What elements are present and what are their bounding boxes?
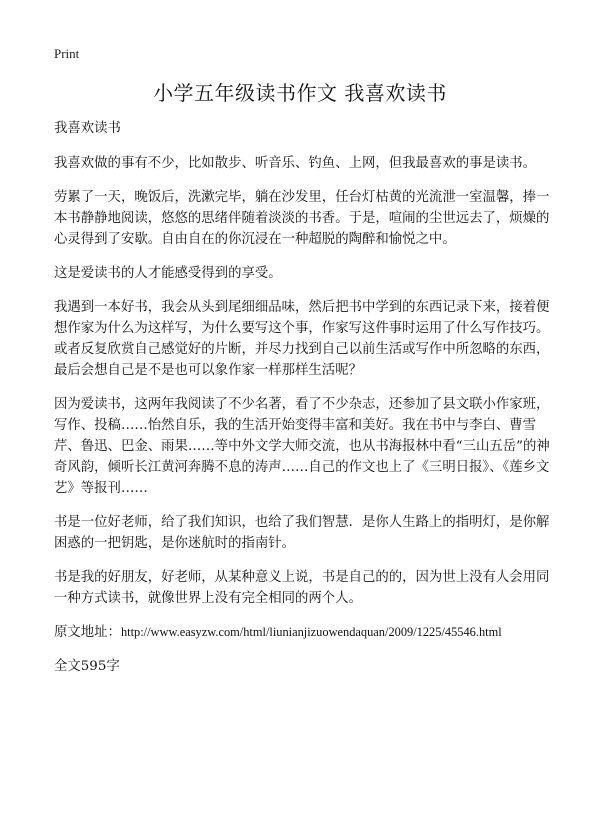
print-link[interactable]: Print [54,46,80,61]
source-label: 原文地址： [54,625,121,640]
article-title: 小学五年级读书作文 我喜欢读书 [153,81,447,105]
source-line [54,622,550,643]
paragraph: 书是一位好老师，给了我们知识，也给了我们智慧．是你人生路上的指明灯，是你解困惑的一把钥匙，是你迷航时的指南针。 [54,515,550,551]
paragraph: 书是我的好朋友，好老师，从某种意义上说，书是自己的的，因为世上没有人会用同一种方式读书，就像世界上没有完全相同的两个人。 [54,570,550,606]
source-url-link[interactable]: http://www.easyzw.com/html/liunianjizuowendaquan/2009/1225/45546.html [120,625,502,639]
article-body [54,118,550,690]
paragraph: 劳累了一天，晚饭后，洗漱完毕，躺在沙发里，任台灯枯黄的光流泄一室温馨，捧一本书静静地阅读，悠悠的思绪伴随着淡淡的书香。于是，喧闹的尘世远去了，烦燥的心灵得到了安歇。自由自在的你沉浸在一种超脱的陶醉和愉悦之中。 [54,190,550,247]
word-count: 全文595字 [54,659,120,674]
article-subtitle: 我喜欢读书 [54,121,121,136]
paragraph: 因为爱读书，这两年我阅读了不少名著，看了不少杂志，还参加了县文联小作家班，写作、投稿……怡然自乐，我的生活开始变得丰富和美好。我在书中与李白、曹雪芹、鲁迅、巴金、雨果……等中外文学大师交流，也从书海报林中看“三山五岳”的神奇风韵，倾听长江黄河奔腾不息的涛声……自己的作文也上了《三明日报》、《莲乡文艺》等报刊…… [54,397,550,496]
paragraph: 我遇到一本好书，我会从头到尾细细品味，然后把书中学到的东西记录下来，接着便想作家为什么为这样写，为什么要写这个事，作家写这件事时运用了什么写作技巧。或者反复欣赏自己感觉好的片断，并尽力找到自己以前生活或写作中所忽略的东西，最后会想自己是不是也可以象作家一样那样生活呢？ [54,300,550,378]
paragraph: 我喜欢做的事有不少，比如散步、听音乐、钓鱼、上网，但我最喜欢的事是读书。 [54,156,537,171]
paragraph: 这是爱读书的人才能感受得到的享受。 [54,266,282,281]
